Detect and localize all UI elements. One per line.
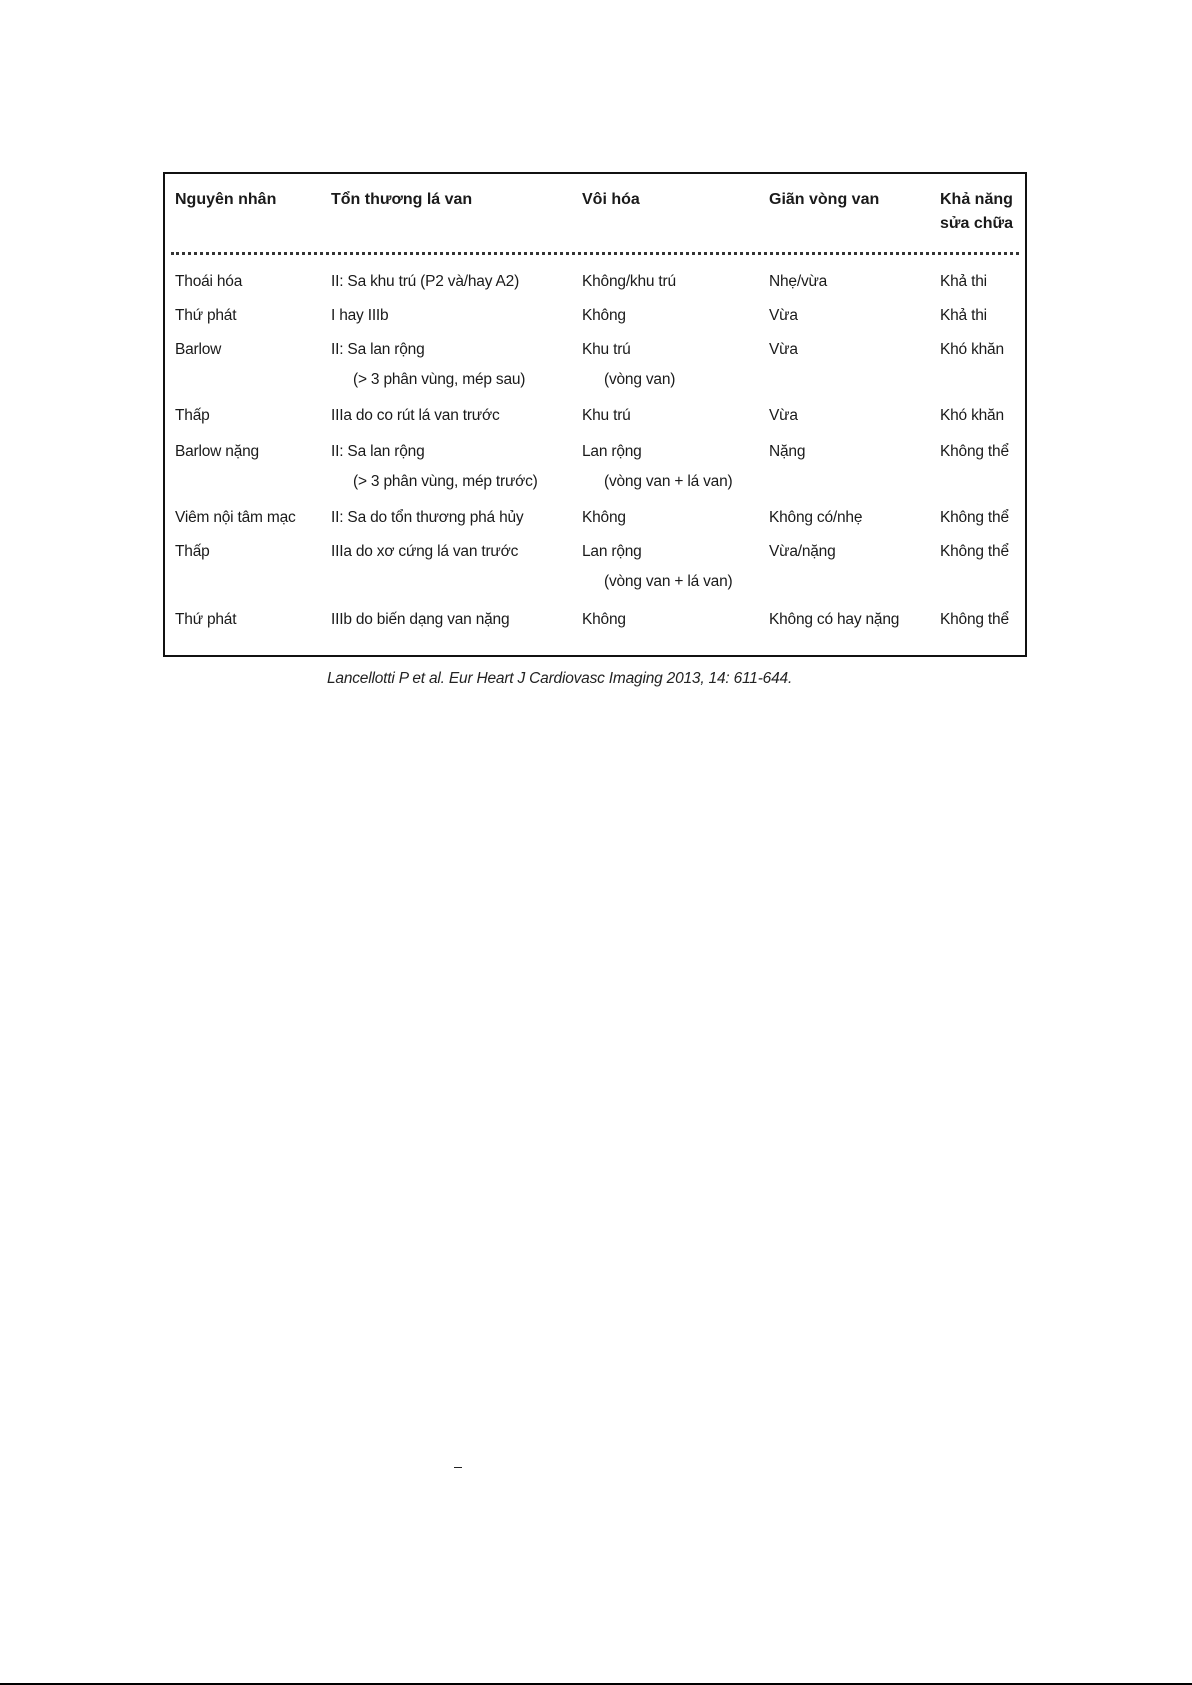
cell-calcification: Lan rộng: [582, 543, 642, 560]
cell-cause: Thấp: [175, 543, 210, 560]
header-calcification: Vôi hóa: [582, 191, 640, 208]
cell-repairability: Không thể: [940, 611, 1009, 628]
cell-lesion: II: Sa khu trú (P2 và/hay A2): [331, 273, 520, 290]
cell-calcification-note: (vòng van): [604, 371, 676, 388]
cell-annulus-dilation: Vừa: [769, 341, 798, 358]
header-repairability: Khả năng sửa chữa: [940, 191, 1013, 232]
cell-cause: Viêm nội tâm mạc: [175, 509, 296, 526]
cell-lesion: IIIa do xơ cứng lá van trước: [331, 543, 519, 560]
cell-calcification: Lan rộng: [582, 443, 642, 460]
cell-repairability: Không thể: [940, 509, 1009, 526]
cell-repairability: Không thể: [940, 443, 1009, 460]
cell-calcification-note: (vòng van + lá van): [604, 473, 733, 490]
cell-annulus-dilation: Không có/nhẹ: [769, 509, 863, 526]
cell-calcification-note: (vòng van + lá van): [604, 573, 733, 590]
cell-annulus-dilation: Không có hay nặng: [769, 611, 900, 628]
cell-annulus-dilation: Nhẹ/vừa: [769, 273, 828, 290]
header-annulus-dilation: Giãn vòng van: [769, 191, 880, 208]
header-lesion: Tổn thương lá van: [331, 191, 473, 208]
cell-repairability: Khó khăn: [940, 341, 1004, 358]
cell-lesion: II: Sa lan rộng: [331, 443, 425, 460]
cell-cause: Barlow: [175, 341, 222, 358]
stray-mark: [454, 1467, 462, 1468]
cell-calcification: Khu trú: [582, 407, 631, 424]
cell-annulus-dilation: Vừa: [769, 407, 798, 424]
cell-repairability: Khó khăn: [940, 407, 1004, 424]
cell-calcification: Khu trú: [582, 341, 631, 358]
cell-lesion: I hay IIIb: [331, 307, 389, 324]
cell-repairability: Khả thi: [940, 307, 987, 324]
cell-lesion-note: (> 3 phân vùng, mép trước): [353, 473, 538, 490]
cell-annulus-dilation: Vừa: [769, 307, 798, 324]
cell-lesion: IIIb do biến dạng van nặng: [331, 611, 510, 628]
cell-cause: Thoái hóa: [175, 273, 243, 290]
table-header: [165, 174, 1025, 252]
cell-lesion: II: Sa do tổn thương phá hủy: [331, 509, 524, 526]
cell-calcification: Không/khu trú: [582, 273, 676, 290]
cell-cause: Thấp: [175, 407, 210, 424]
cell-annulus-dilation: Vừa/nặng: [769, 543, 836, 560]
cell-repairability: Không thể: [940, 543, 1009, 560]
cell-lesion: IIIa do co rút lá van trước: [331, 407, 500, 424]
etiology-table: [163, 172, 1027, 657]
cell-calcification: Không: [582, 307, 626, 324]
cell-cause: Thứ phát: [175, 307, 237, 324]
cell-lesion: II: Sa lan rộng: [331, 341, 425, 358]
table-caption: Lancellotti P et al. Eur Heart J Cardiovasc Imaging 2013, 14: 611-644.: [327, 670, 793, 687]
cell-repairability: Khả thi: [940, 273, 987, 290]
cell-calcification: Không: [582, 509, 626, 526]
cell-cause: Thứ phát: [175, 611, 237, 628]
header-cause: Nguyên nhân: [175, 191, 277, 208]
header-separator: [171, 252, 1019, 255]
cell-cause: Barlow nặng: [175, 443, 259, 460]
cell-calcification: Không: [582, 611, 626, 628]
cell-annulus-dilation: Nặng: [769, 443, 806, 460]
cell-lesion-note: (> 3 phân vùng, mép sau): [353, 371, 526, 388]
